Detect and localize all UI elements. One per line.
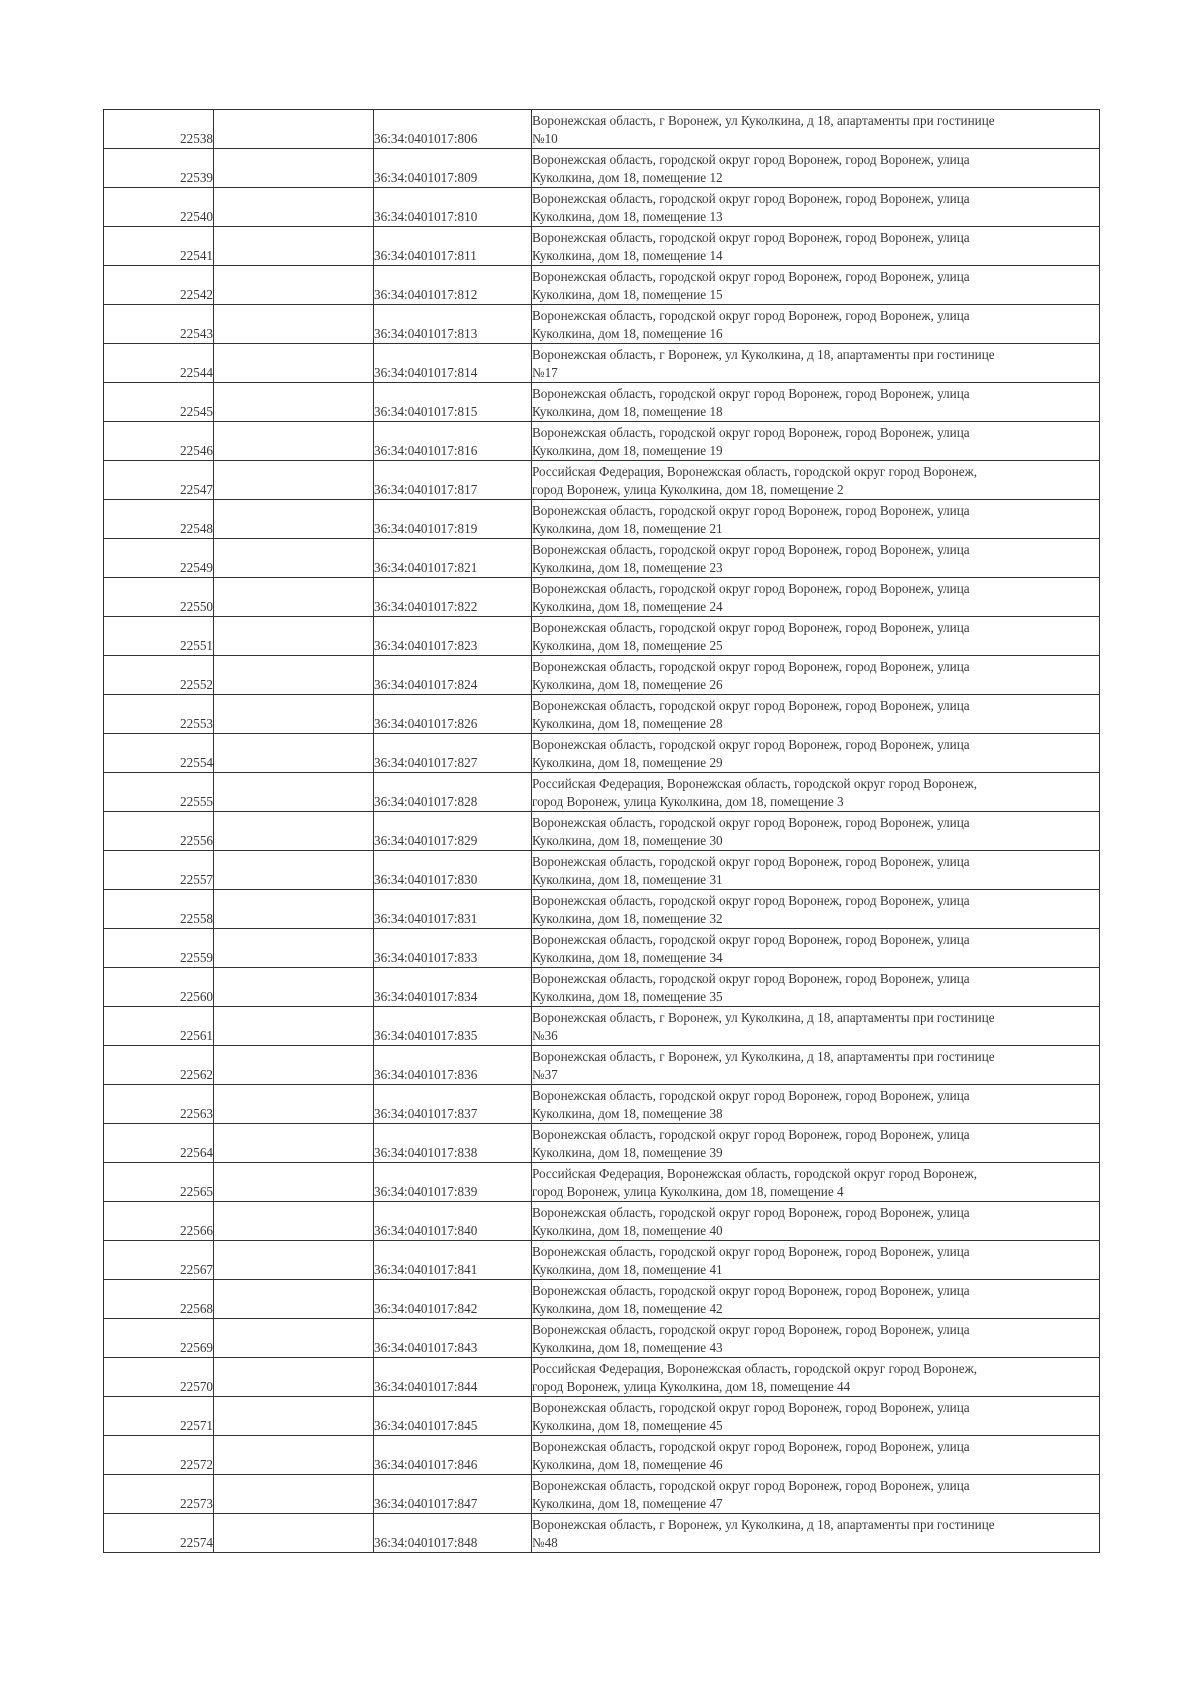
row-number-cell: 22551: [104, 617, 214, 656]
table-row: [104, 812, 1100, 851]
empty-cell: [214, 968, 374, 1007]
address-cell: Воронежская область, городской округ город Воронеж, город Воронеж, улица Куколкина, дом 18, помещение 41: [532, 1241, 1100, 1280]
row-number-cell: 22556: [104, 812, 214, 851]
row-number-cell: 22541: [104, 227, 214, 266]
address-cell: Воронежская область, городской округ город Воронеж, город Воронеж, улица Куколкина, дом 18, помещение 46: [532, 1436, 1100, 1475]
empty-cell: [214, 1241, 374, 1280]
cadastral-number-cell: 36:34:0401017:845: [374, 1397, 532, 1436]
table-row: [104, 149, 1100, 188]
table-row: [104, 110, 1100, 149]
empty-cell: [214, 1085, 374, 1124]
empty-cell: [214, 1319, 374, 1358]
row-number-cell: 22557: [104, 851, 214, 890]
table-row: [104, 578, 1100, 617]
table-row: [104, 500, 1100, 539]
empty-cell: [214, 110, 374, 149]
empty-cell: [214, 1397, 374, 1436]
cadastral-number-cell: 36:34:0401017:847: [374, 1475, 532, 1514]
address-cell: Воронежская область, городской округ город Воронеж, город Воронеж, улица Куколкина, дом 18, помещение 25: [532, 617, 1100, 656]
row-number-cell: 22572: [104, 1436, 214, 1475]
empty-cell: [214, 539, 374, 578]
table-row: [104, 1241, 1100, 1280]
row-number-cell: 22539: [104, 149, 214, 188]
row-number-cell: 22567: [104, 1241, 214, 1280]
row-number-cell: 22568: [104, 1280, 214, 1319]
row-number-cell: 22542: [104, 266, 214, 305]
row-number-cell: 22544: [104, 344, 214, 383]
cadastral-number-cell: 36:34:0401017:826: [374, 695, 532, 734]
table-row: [104, 929, 1100, 968]
empty-cell: [214, 695, 374, 734]
table-row: [104, 1163, 1100, 1202]
empty-cell: [214, 344, 374, 383]
cadastral-number-cell: 36:34:0401017:842: [374, 1280, 532, 1319]
address-cell: Воронежская область, городской округ город Воронеж, город Воронеж, улица Куколкина, дом 18, помещение 26: [532, 656, 1100, 695]
address-cell: Воронежская область, городской округ город Воронеж, город Воронеж, улица Куколкина, дом 18, помещение 24: [532, 578, 1100, 617]
table-row: [104, 1436, 1100, 1475]
row-number-cell: 22547: [104, 461, 214, 500]
address-cell: Воронежская область, г Воронеж, ул Куколкина, д 18, апартаменты при гостинице №10: [532, 110, 1100, 149]
table-row: [104, 1397, 1100, 1436]
address-cell: Воронежская область, городской округ город Воронеж, город Воронеж, улица Куколкина, дом 18, помещение 39: [532, 1124, 1100, 1163]
row-number-cell: 22564: [104, 1124, 214, 1163]
empty-cell: [214, 656, 374, 695]
address-cell: Воронежская область, городской округ город Воронеж, город Воронеж, улица Куколкина, дом 18, помещение 47: [532, 1475, 1100, 1514]
cadastral-number-cell: 36:34:0401017:830: [374, 851, 532, 890]
empty-cell: [214, 890, 374, 929]
row-number-cell: 22563: [104, 1085, 214, 1124]
empty-cell: [214, 227, 374, 266]
address-cell: Воронежская область, городской округ город Воронеж, город Воронеж, улица Куколкина, дом 18, помещение 14: [532, 227, 1100, 266]
property-register-table: [103, 109, 1100, 1553]
row-number-cell: 22560: [104, 968, 214, 1007]
cadastral-number-cell: 36:34:0401017:839: [374, 1163, 532, 1202]
cadastral-number-cell: 36:34:0401017:812: [374, 266, 532, 305]
cadastral-number-cell: 36:34:0401017:834: [374, 968, 532, 1007]
cadastral-number-cell: 36:34:0401017:819: [374, 500, 532, 539]
empty-cell: [214, 1202, 374, 1241]
row-number-cell: 22540: [104, 188, 214, 227]
address-cell: Воронежская область, городской округ город Воронеж, город Воронеж, улица Куколкина, дом 18, помещение 35: [532, 968, 1100, 1007]
table-row: [104, 1514, 1100, 1553]
empty-cell: [214, 578, 374, 617]
empty-cell: [214, 851, 374, 890]
cadastral-number-cell: 36:34:0401017:817: [374, 461, 532, 500]
table-row: [104, 188, 1100, 227]
empty-cell: [214, 422, 374, 461]
cadastral-number-cell: 36:34:0401017:828: [374, 773, 532, 812]
address-cell: Воронежская область, городской округ город Воронеж, город Воронеж, улица Куколкина, дом 18, помещение 23: [532, 539, 1100, 578]
cadastral-number-cell: 36:34:0401017:835: [374, 1007, 532, 1046]
cadastral-number-cell: 36:34:0401017:846: [374, 1436, 532, 1475]
row-number-cell: 22565: [104, 1163, 214, 1202]
address-cell: Российская Федерация, Воронежская область, городской округ город Воронеж, город Воронеж, улица Куколкина, дом 18, помещение 3: [532, 773, 1100, 812]
empty-cell: [214, 1124, 374, 1163]
address-cell: Воронежская область, городской округ город Воронеж, город Воронеж, улица Куколкина, дом 18, помещение 45: [532, 1397, 1100, 1436]
address-cell: Воронежская область, г Воронеж, ул Куколкина, д 18, апартаменты при гостинице №36: [532, 1007, 1100, 1046]
empty-cell: [214, 188, 374, 227]
table-row: [104, 1202, 1100, 1241]
row-number-cell: 22555: [104, 773, 214, 812]
table-row: [104, 461, 1100, 500]
row-number-cell: 22548: [104, 500, 214, 539]
table-row: [104, 968, 1100, 1007]
table-row: [104, 1046, 1100, 1085]
cadastral-number-cell: 36:34:0401017:813: [374, 305, 532, 344]
address-cell: Воронежская область, городской округ город Воронеж, город Воронеж, улица Куколкина, дом 18, помещение 38: [532, 1085, 1100, 1124]
address-cell: Воронежская область, городской округ город Воронеж, город Воронеж, улица Куколкина, дом 18, помещение 42: [532, 1280, 1100, 1319]
empty-cell: [214, 773, 374, 812]
cadastral-number-cell: 36:34:0401017:815: [374, 383, 532, 422]
empty-cell: [214, 461, 374, 500]
table-row: [104, 266, 1100, 305]
cadastral-number-cell: 36:34:0401017:837: [374, 1085, 532, 1124]
address-cell: Воронежская область, городской округ город Воронеж, город Воронеж, улица Куколкина, дом 18, помещение 12: [532, 149, 1100, 188]
address-cell: Воронежская область, городской округ город Воронеж, город Воронеж, улица Куколкина, дом 18, помещение 21: [532, 500, 1100, 539]
empty-cell: [214, 383, 374, 422]
address-cell: Воронежская область, городской округ город Воронеж, город Воронеж, улица Куколкина, дом 18, помещение 15: [532, 266, 1100, 305]
address-cell: Воронежская область, городской округ город Воронеж, город Воронеж, улица Куколкина, дом 18, помещение 31: [532, 851, 1100, 890]
cadastral-number-cell: 36:34:0401017:844: [374, 1358, 532, 1397]
empty-cell: [214, 1046, 374, 1085]
table-row: [104, 695, 1100, 734]
row-number-cell: 22566: [104, 1202, 214, 1241]
row-number-cell: 22543: [104, 305, 214, 344]
register-table-body: [104, 110, 1100, 1553]
address-cell: Воронежская область, городской округ город Воронеж, город Воронеж, улица Куколкина, дом 18, помещение 30: [532, 812, 1100, 851]
address-cell: Российская Федерация, Воронежская область, городской округ город Воронеж, город Воронеж, улица Куколкина, дом 18, помещение 4: [532, 1163, 1100, 1202]
cadastral-number-cell: 36:34:0401017:840: [374, 1202, 532, 1241]
row-number-cell: 22549: [104, 539, 214, 578]
row-number-cell: 22571: [104, 1397, 214, 1436]
row-number-cell: 22561: [104, 1007, 214, 1046]
table-row: [104, 1007, 1100, 1046]
address-cell: Воронежская область, городской округ город Воронеж, город Воронеж, улица Куколкина, дом 18, помещение 29: [532, 734, 1100, 773]
cadastral-number-cell: 36:34:0401017:843: [374, 1319, 532, 1358]
row-number-cell: 22569: [104, 1319, 214, 1358]
address-cell: Воронежская область, городской округ город Воронеж, город Воронеж, улица Куколкина, дом 18, помещение 32: [532, 890, 1100, 929]
table-row: [104, 1319, 1100, 1358]
address-cell: Воронежская область, г Воронеж, ул Куколкина, д 18, апартаменты при гостинице №37: [532, 1046, 1100, 1085]
cadastral-number-cell: 36:34:0401017:836: [374, 1046, 532, 1085]
cadastral-number-cell: 36:34:0401017:816: [374, 422, 532, 461]
table-row: [104, 617, 1100, 656]
table-row: [104, 539, 1100, 578]
row-number-cell: 22553: [104, 695, 214, 734]
empty-cell: [214, 1358, 374, 1397]
table-row: [104, 734, 1100, 773]
empty-cell: [214, 929, 374, 968]
empty-cell: [214, 1436, 374, 1475]
empty-cell: [214, 1475, 374, 1514]
table-row: [104, 773, 1100, 812]
address-cell: Воронежская область, городской округ город Воронеж, город Воронеж, улица Куколкина, дом 18, помещение 40: [532, 1202, 1100, 1241]
empty-cell: [214, 617, 374, 656]
empty-cell: [214, 812, 374, 851]
row-number-cell: 22554: [104, 734, 214, 773]
table-row: [104, 890, 1100, 929]
row-number-cell: 22538: [104, 110, 214, 149]
address-cell: Воронежская область, городской округ город Воронеж, город Воронеж, улица Куколкина, дом 18, помещение 43: [532, 1319, 1100, 1358]
cadastral-number-cell: 36:34:0401017:829: [374, 812, 532, 851]
row-number-cell: 22550: [104, 578, 214, 617]
empty-cell: [214, 734, 374, 773]
row-number-cell: 22558: [104, 890, 214, 929]
address-cell: Воронежская область, городской округ город Воронеж, город Воронеж, улица Куколкина, дом 18, помещение 13: [532, 188, 1100, 227]
cadastral-number-cell: 36:34:0401017:827: [374, 734, 532, 773]
row-number-cell: 22546: [104, 422, 214, 461]
row-number-cell: 22559: [104, 929, 214, 968]
table-row: [104, 1280, 1100, 1319]
table-row: [104, 422, 1100, 461]
row-number-cell: 22570: [104, 1358, 214, 1397]
table-row: [104, 344, 1100, 383]
address-cell: Воронежская область, г Воронеж, ул Куколкина, д 18, апартаменты при гостинице №17: [532, 344, 1100, 383]
cadastral-number-cell: 36:34:0401017:809: [374, 149, 532, 188]
empty-cell: [214, 1163, 374, 1202]
address-cell: Воронежская область, городской округ город Воронеж, город Воронеж, улица Куколкина, дом 18, помещение 16: [532, 305, 1100, 344]
cadastral-number-cell: 36:34:0401017:811: [374, 227, 532, 266]
table-row: [104, 656, 1100, 695]
cadastral-number-cell: 36:34:0401017:823: [374, 617, 532, 656]
address-cell: Российская Федерация, Воронежская область, городской округ город Воронеж, город Воронеж, улица Куколкина, дом 18, помещение 2: [532, 461, 1100, 500]
table-row: [104, 305, 1100, 344]
cadastral-number-cell: 36:34:0401017:810: [374, 188, 532, 227]
table-row: [104, 383, 1100, 422]
address-cell: Воронежская область, городской округ город Воронеж, город Воронеж, улица Куколкина, дом 18, помещение 34: [532, 929, 1100, 968]
empty-cell: [214, 266, 374, 305]
row-number-cell: 22562: [104, 1046, 214, 1085]
address-cell: Воронежская область, городской округ город Воронеж, город Воронеж, улица Куколкина, дом 18, помещение 28: [532, 695, 1100, 734]
empty-cell: [214, 1514, 374, 1553]
empty-cell: [214, 149, 374, 188]
table-row: [104, 227, 1100, 266]
address-cell: Воронежская область, г Воронеж, ул Куколкина, д 18, апартаменты при гостинице №48: [532, 1514, 1100, 1553]
address-cell: Российская Федерация, Воронежская область, городской округ город Воронеж, город Воронеж, улица Куколкина, дом 18, помещение 44: [532, 1358, 1100, 1397]
empty-cell: [214, 305, 374, 344]
row-number-cell: 22574: [104, 1514, 214, 1553]
cadastral-number-cell: 36:34:0401017:833: [374, 929, 532, 968]
empty-cell: [214, 500, 374, 539]
cadastral-number-cell: 36:34:0401017:824: [374, 656, 532, 695]
row-number-cell: 22552: [104, 656, 214, 695]
row-number-cell: 22573: [104, 1475, 214, 1514]
cadastral-number-cell: 36:34:0401017:841: [374, 1241, 532, 1280]
cadastral-number-cell: 36:34:0401017:831: [374, 890, 532, 929]
table-row: [104, 1475, 1100, 1514]
table-row: [104, 1124, 1100, 1163]
cadastral-number-cell: 36:34:0401017:821: [374, 539, 532, 578]
cadastral-number-cell: 36:34:0401017:848: [374, 1514, 532, 1553]
cadastral-number-cell: 36:34:0401017:806: [374, 110, 532, 149]
address-cell: Воронежская область, городской округ город Воронеж, город Воронеж, улица Куколкина, дом 18, помещение 18: [532, 383, 1100, 422]
cadastral-number-cell: 36:34:0401017:838: [374, 1124, 532, 1163]
cadastral-number-cell: 36:34:0401017:814: [374, 344, 532, 383]
cadastral-number-cell: 36:34:0401017:822: [374, 578, 532, 617]
address-cell: Воронежская область, городской округ город Воронеж, город Воронеж, улица Куколкина, дом 18, помещение 19: [532, 422, 1100, 461]
table-row: [104, 1085, 1100, 1124]
empty-cell: [214, 1007, 374, 1046]
table-row: [104, 1358, 1100, 1397]
empty-cell: [214, 1280, 374, 1319]
row-number-cell: 22545: [104, 383, 214, 422]
table-row: [104, 851, 1100, 890]
